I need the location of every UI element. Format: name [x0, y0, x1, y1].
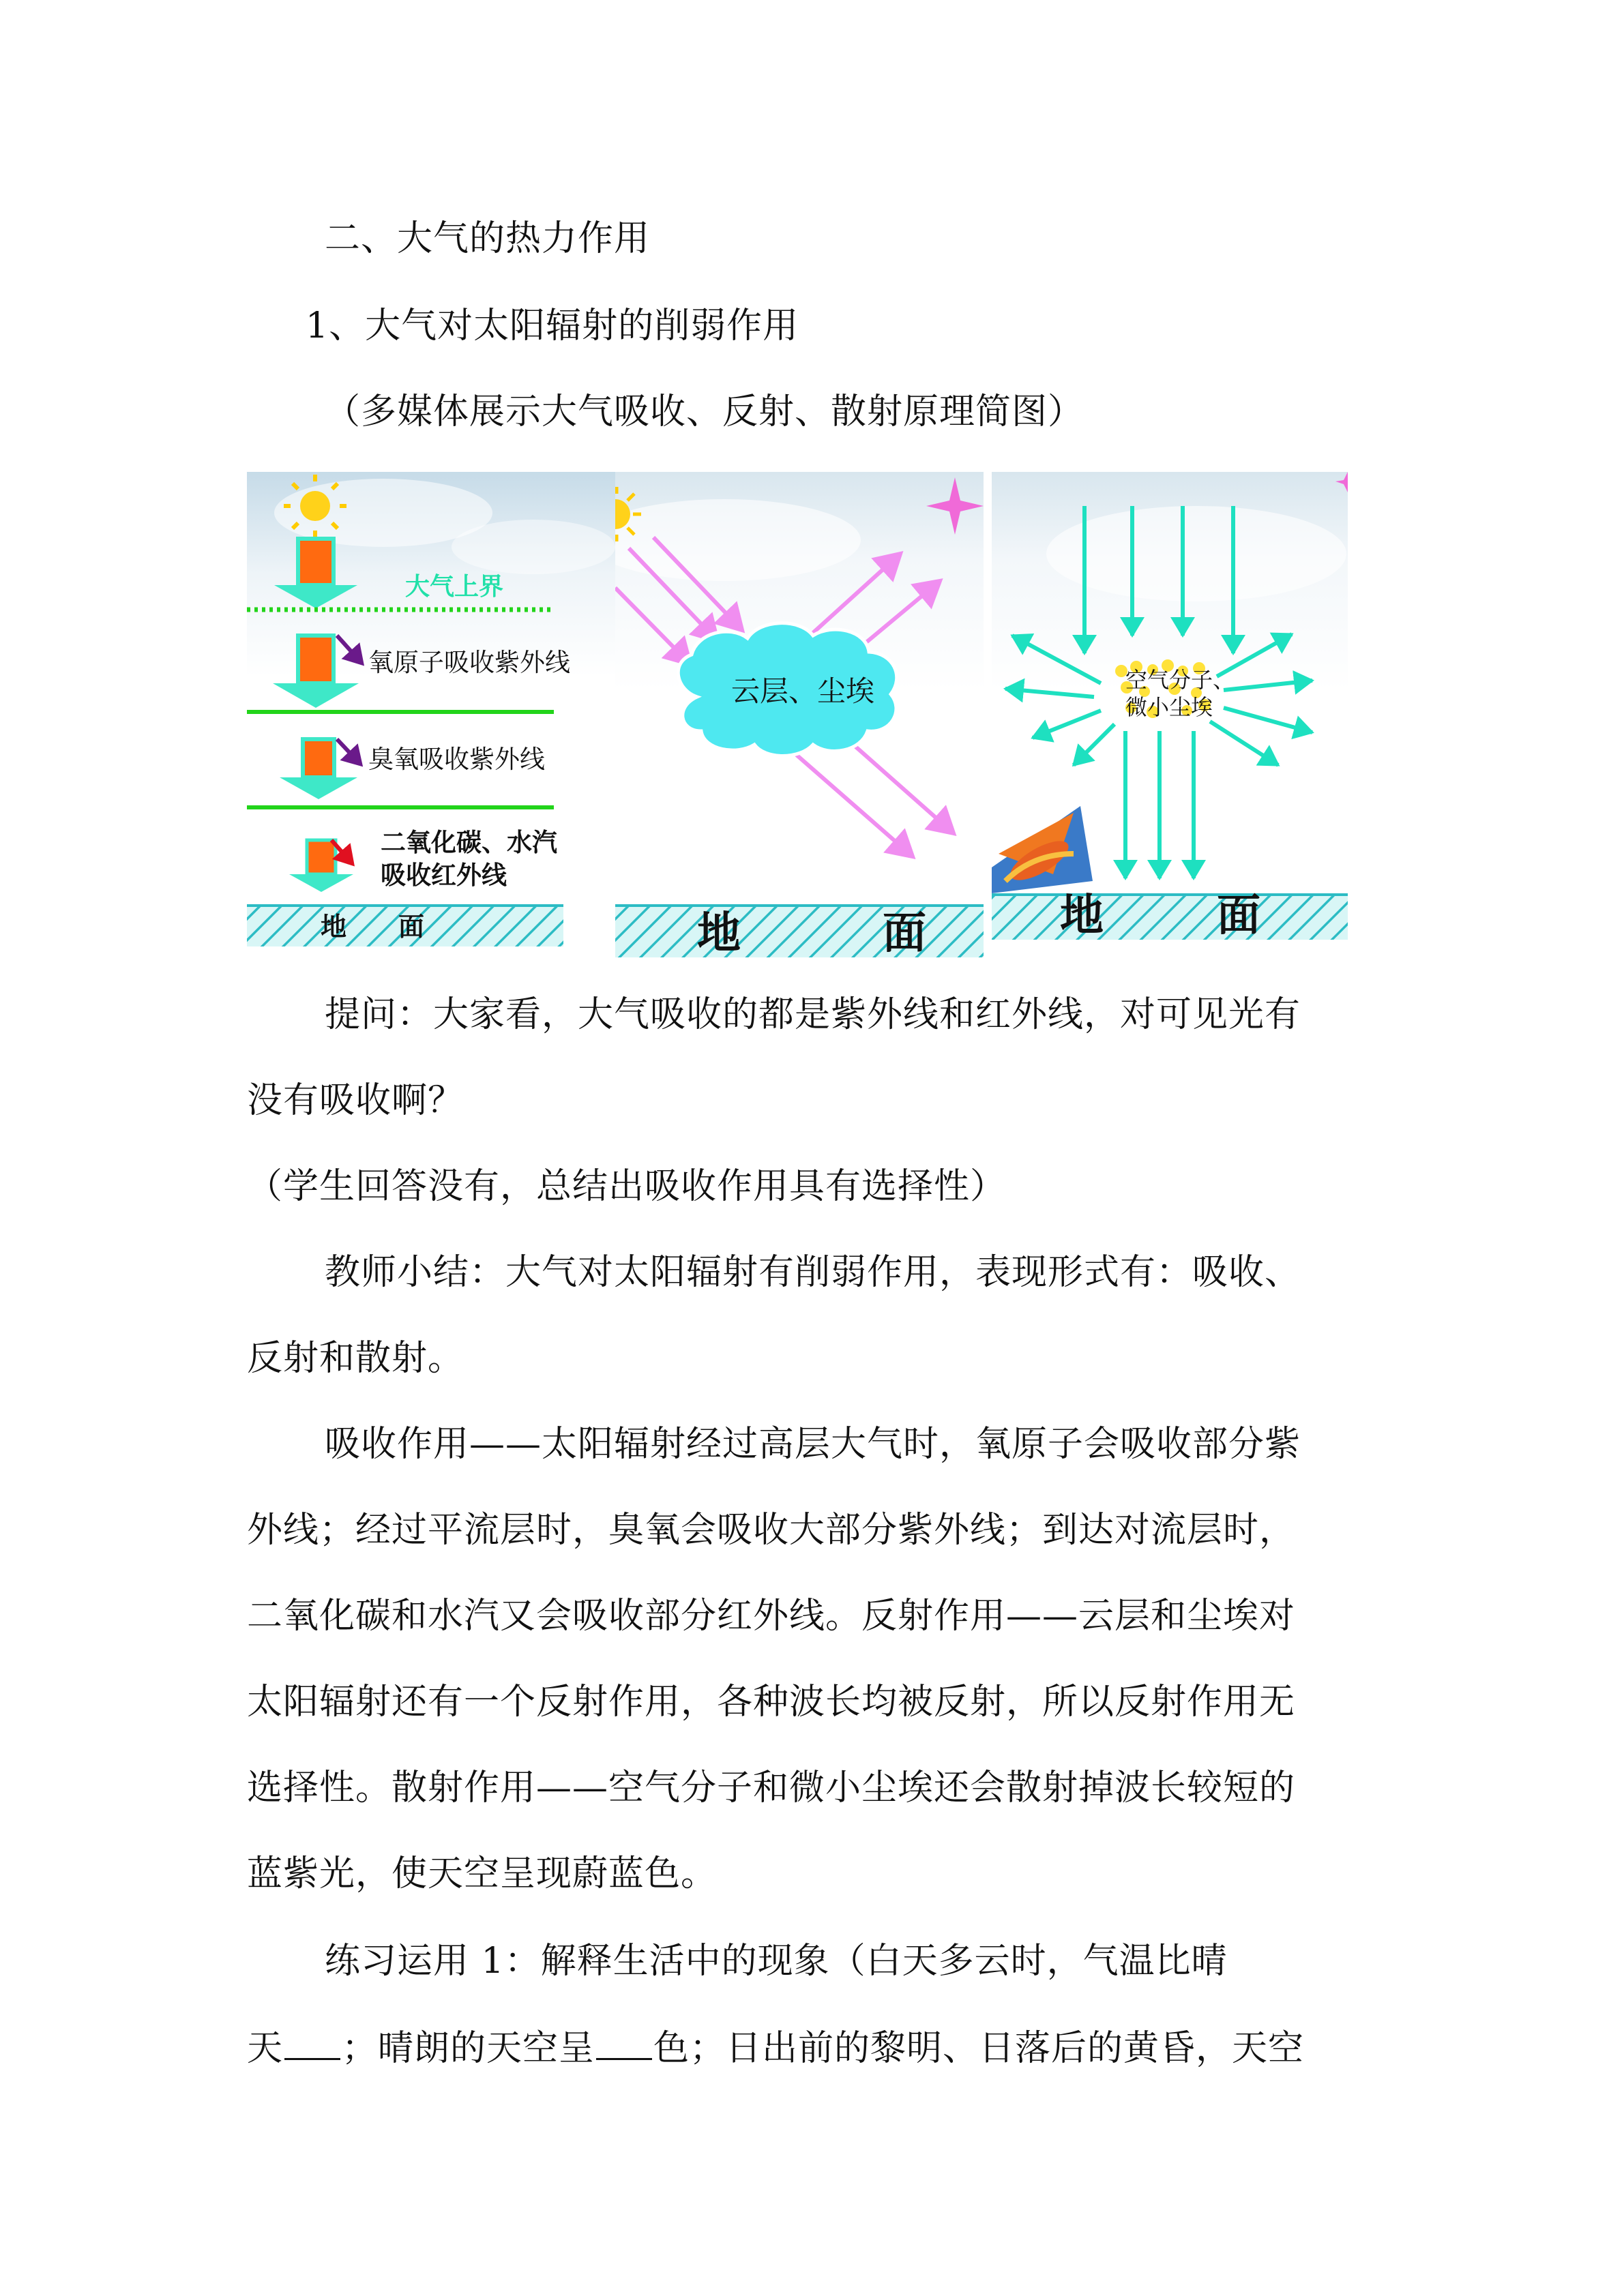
ground-label-3-left: 地 [1060, 891, 1104, 941]
fill-blank[interactable] [596, 2027, 652, 2060]
atmosphere-diagram [247, 472, 1348, 957]
paragraph-line: 选择性。散射作用——空气分子和微小尘埃还会散射掉波长较短的 [247, 1768, 1296, 1808]
ground-label-2-right: 面 [883, 908, 926, 957]
cloud-label: 云层、尘埃 [731, 674, 875, 708]
summary-line-1: 教师小结：大气对太阳辐射有削弱作用，表现形式有：吸收、 [325, 1252, 1301, 1293]
summary-line-2: 反射和散射。 [247, 1338, 464, 1379]
ozone-label: 臭氧吸收紫外线 [368, 745, 545, 774]
paragraph-line: 吸收作用——太阳辐射经过高层大气时，氧原子会吸收部分紫 [325, 1424, 1301, 1465]
paragraph-line: 外线；经过平流层时，臭氧会吸收大部分紫外线；到达对流层时， [247, 1510, 1296, 1551]
paragraph-line: 蓝紫光，使天空呈现蔚蓝色。 [247, 1853, 718, 1894]
scattering-panel [992, 472, 1348, 957]
paragraph-line: 太阳辐射还有一个反射作用，各种波长均被反射，所以反射作用无 [247, 1682, 1296, 1723]
particles-label-line2: 微小尘埃 [1125, 694, 1213, 720]
section-heading: 二、大气的热力作用 [325, 218, 651, 259]
co2-label-line2: 吸收红外线 [381, 861, 507, 890]
exercise-line-1: 练习运用 1：解释生活中的现象（白天多云时，气温比晴 [325, 1941, 1228, 1982]
reflection-panel [615, 472, 984, 957]
fill-blank[interactable] [284, 2027, 340, 2060]
question-line-2: 没有吸收啊？ [247, 1080, 464, 1121]
ground-label-1: 地 面 [321, 912, 425, 942]
ground-label-2-left: 地 [697, 908, 741, 957]
upper-boundary-label: 大气上界 [405, 573, 504, 601]
paragraph-line: 二氧化碳和水汽又会吸收部分红外线。反射作用——云层和尘埃对 [247, 1596, 1296, 1637]
subsection-heading: 1、大气对太阳辐射的削弱作用 [306, 305, 799, 346]
question-line-1: 提问：大家看，大气吸收的都是紫外线和红外线，对可见光有 [325, 994, 1301, 1035]
figure-caption: （多媒体展示大气吸收、反射、散射原理简图） [325, 391, 1084, 432]
exercise-text: 色；日出前的黎明、日落后的黄昏，天空 [653, 2028, 1305, 2069]
oxygen-label: 氧原子吸收紫外线 [368, 648, 570, 677]
student-note: （学生回答没有，总结出吸收作用具有选择性） [247, 1166, 1007, 1207]
exercise-text: 天 [247, 2028, 284, 2069]
absorption-panel [247, 472, 615, 957]
particles-label-line1: 空气分子、 [1125, 667, 1235, 693]
ground-label-3-right: 面 [1217, 891, 1260, 941]
co2-label-line1: 二氧化碳、水汽 [381, 828, 557, 857]
exercise-line-2 [247, 2027, 1304, 2069]
exercise-text: ；晴朗的天空呈 [342, 2028, 595, 2069]
